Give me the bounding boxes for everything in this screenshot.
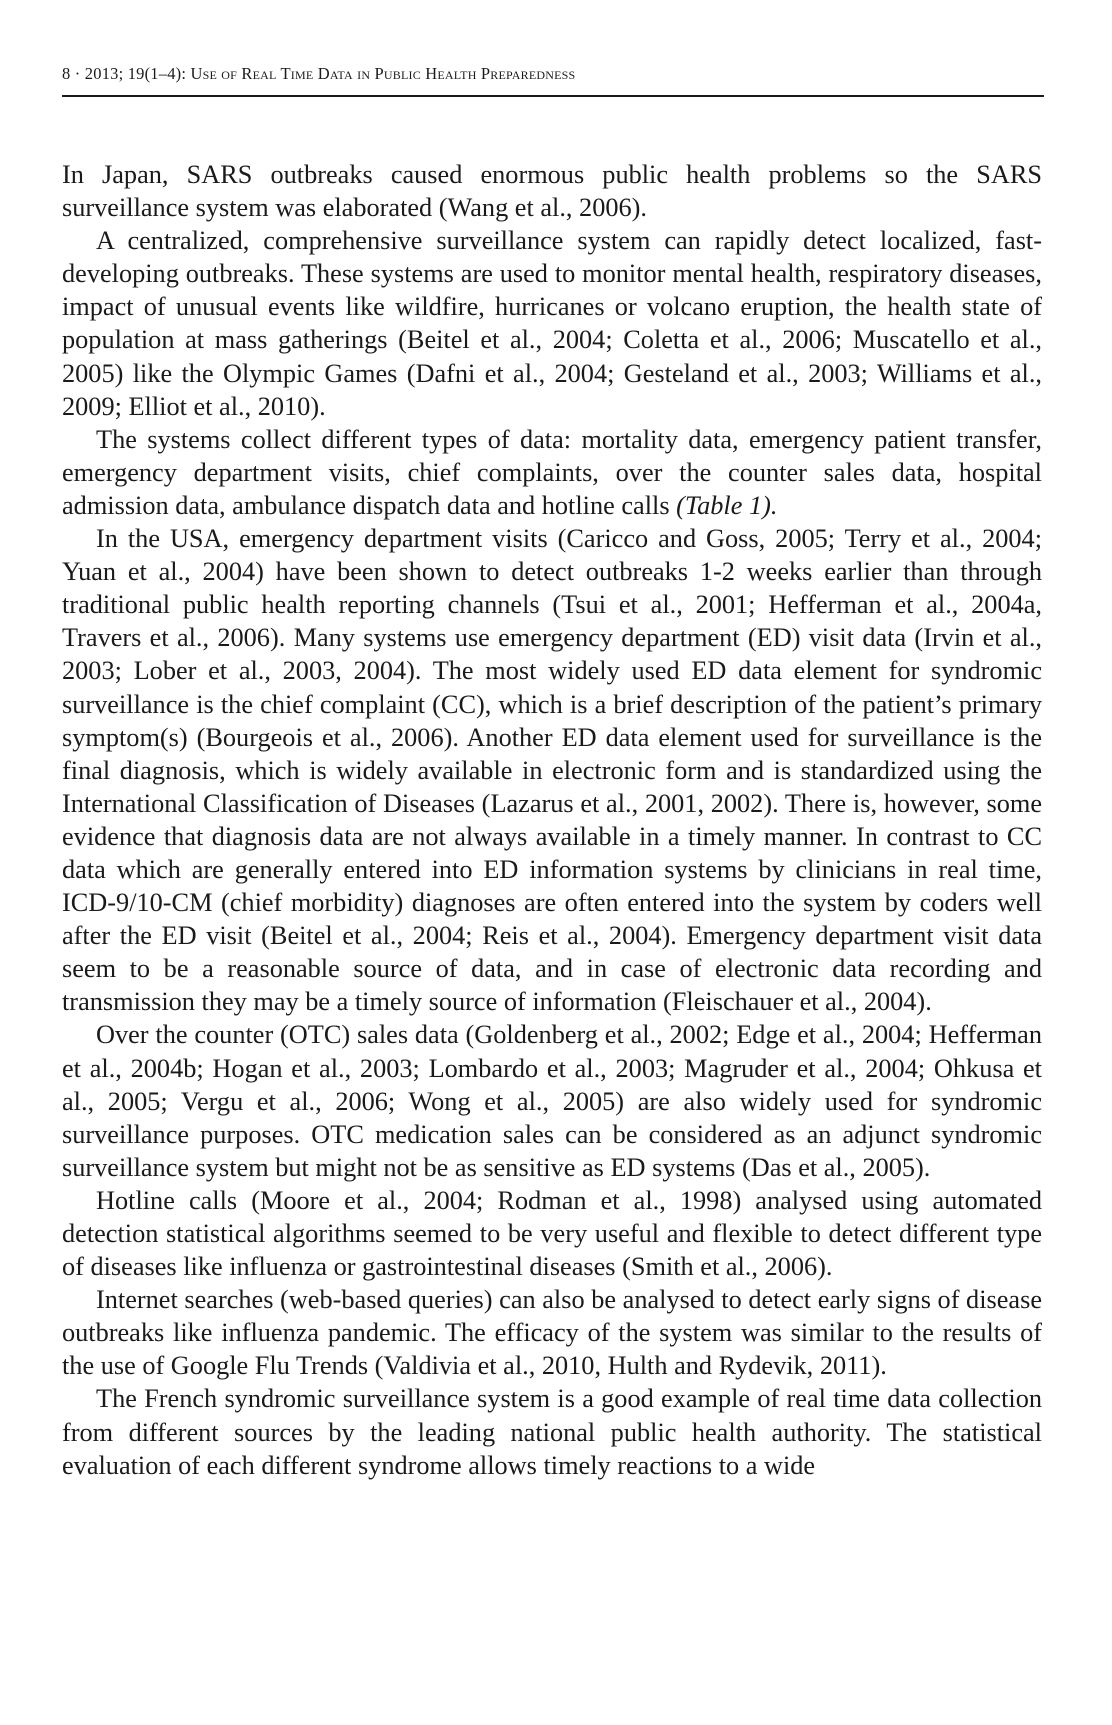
paragraph-centralized-surveillance: A centralized, comprehensive surveillance system can rapidly detect localized, fast-developing outbreaks. These systems are used to monitor mental health, respiratory diseases, impact of unusual events like wildfire, hurricanes or volcano eruption, the health state of population at mass gatherings (Beitel et al., 2004; Coletta et al., 2006; Muscatello et al., 2005) like the Olympic Games (Dafni et al., 2004; Gesteland et al., 2003; Williams et al., 2009; Elliot et al., 2010). bbox=[62, 226, 1042, 421]
paragraph-emergency-department: In the USA, emergency department visits (Caricco and Goss, 2005; Terry et al., 2004; Yuan et al., 2004) have been shown to detect outbreaks 1-2 weeks earlier than through traditional public health reporting channels (Tsui et al., 2001; Hefferman et al., 2004a, Travers et al., 2006). Many systems use emergency department (ED) visit data (Irvin et al., 2003; Lober et al., 2003, 2004). The most widely used ED data element for syndromic surveillance is the chief complaint (CC), which is a brief description of the patient’s primary symptom(s) (Bourgeois et al., 2006). Another ED data element used for surveillance is the final diagnosis, which is widely available in electronic form and is standardized using the International Classification of Diseases (Lazarus et al., 2001, 2002). There is, however, some evidence that diagnosis data are not always available in a timely manner. In contrast to CC data which are generally entered into ED information systems by clinicians in real time, ICD-9/10-CM (chief morbidity) diagnoses are often entered into the system by coders well after the ED visit (Beitel et al., 2004; Reis et al., 2004). Emergency department visit data seem to be a reasonable source of data, and in case of electronic data recording and transmission they may be a timely source of information (Fleischauer et al., 2004). bbox=[62, 524, 1042, 1017]
paragraph-otc-sales: Over the counter (OTC) sales data (Goldenberg et al., 2002; Edge et al., 2004; Hefferman et al., 2004b; Hogan et al., 2003; Lombardo et al., 2003; Magruder et al., 2004; Ohkusa et al., 2005; Vergu et al., 2006; Wong et al., 2005) are also widely used for syndromic surveillance purposes. OTC medication sales can be considered as an adjunct syndromic surveillance system but might not be as sensitive as ED systems (Das et al., 2005). bbox=[62, 1020, 1042, 1182]
paragraph-french-system: The French syndromic surveillance system is a good example of real time data collection from different sources by the leading national public health authority. The statistical evaluation of each different syndrome allows timely reactions to a wide bbox=[62, 1384, 1042, 1480]
paragraph-hotline-calls: Hotline calls (Moore et al., 2004; Rodman et al., 1998) analysed using automated detection statistical algorithms seemed to be very useful and flexible to detect different type of diseases like influenza or gastrointestinal diseases (Smith et al., 2006). bbox=[62, 1185, 1042, 1282]
article-body bbox=[62, 158, 1042, 1482]
page-number-and-volume: 8 · 2013; 19(1–4): bbox=[62, 64, 191, 83]
running-title: Use of Real Time Data in Public Health Preparedness bbox=[190, 64, 576, 83]
running-header bbox=[62, 64, 1042, 84]
table-reference: (Table 1). bbox=[676, 490, 778, 520]
paragraph-sars-japan: In Japan, SARS outbreaks caused enormous public health problems so the SARS surveillance system was elaborated (Wang et al., 2006). bbox=[62, 160, 1042, 223]
paragraph-internet-searches: Internet searches (web-based queries) can also be analysed to detect early signs of disease outbreaks like influenza pandemic. The efficacy of the system was similar to the results of the use of Google Flu Trends (Valdivia et al., 2010, Hulth and Rydevik, 2011). bbox=[62, 1285, 1042, 1381]
paragraph-data-types: The systems collect different types of data: mortality data, emergency patient transfer, emergency department visits, chief complaints, over the counter sales data, hospital admission data, ambulance dispatch data and hotline calls (Table 1). bbox=[62, 424, 1042, 520]
header-rule bbox=[62, 95, 1044, 97]
